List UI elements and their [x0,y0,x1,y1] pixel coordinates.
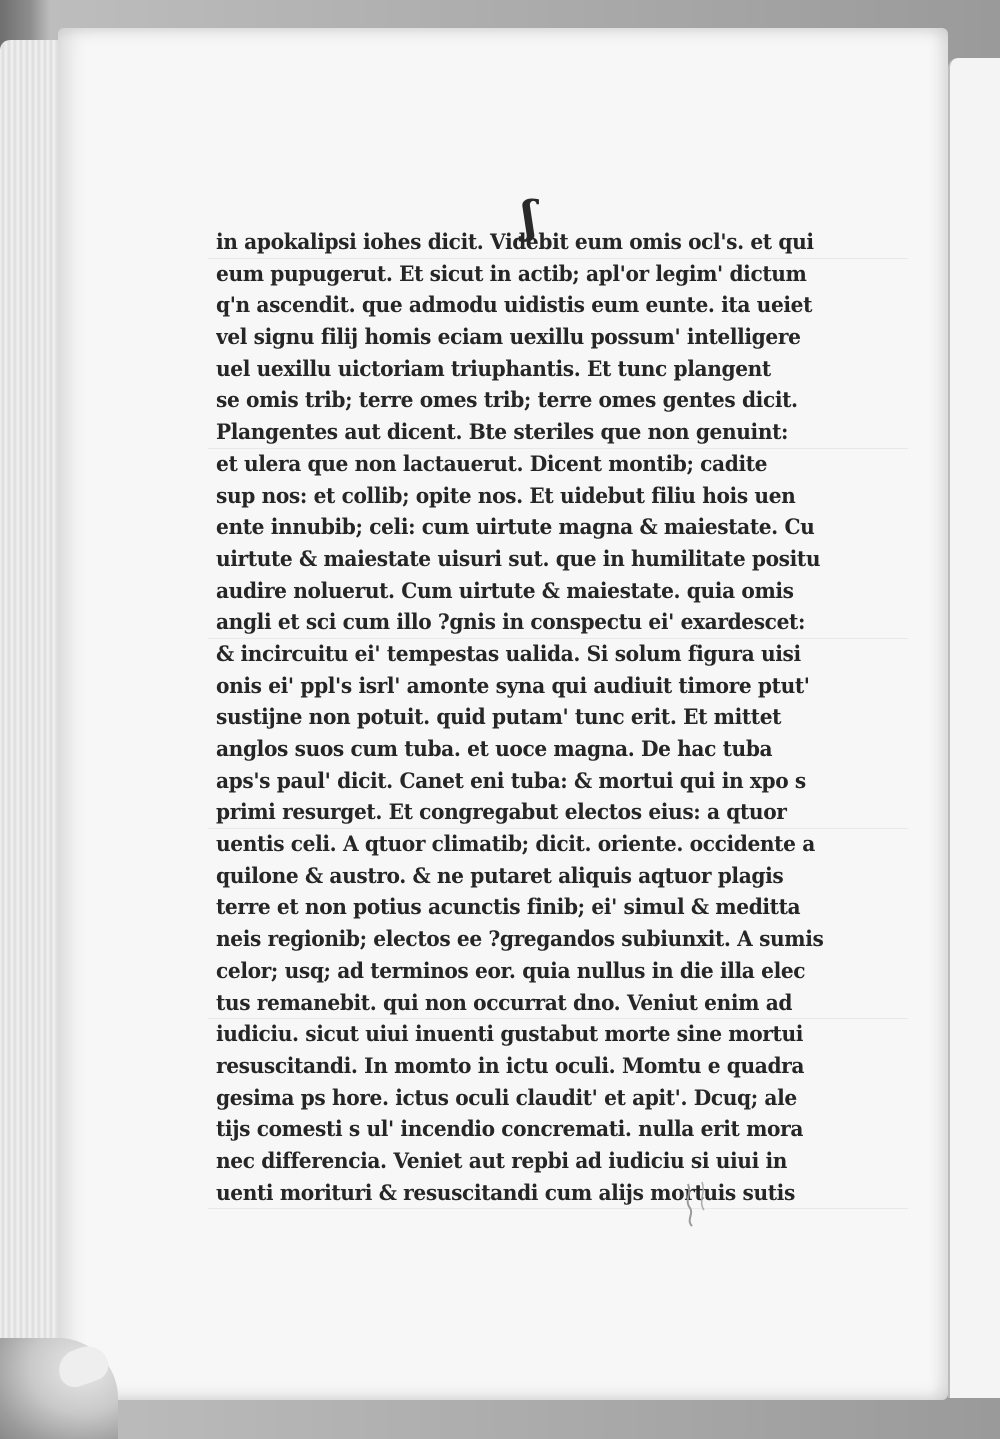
ascender-flourish: ʃ [522,192,537,243]
manuscript-line: in apokalipsi iohes dicit. Videbit eum omis ocl's. et qui [216,229,814,254]
manuscript-line: primi resurget. Et congregabut electos eius: a qtuor [216,799,787,825]
manuscript-line: sustijne non potuit. quid putam' tunc erit. Et mittet [216,704,782,730]
manuscript-line: & incircuitu ei' tempestas ualida. Si solum figura uisi [216,640,801,666]
manuscript-line: sup nos: et collib; opite nos. Et uidebut filiu hois uen [216,482,796,508]
manuscript-line: ente innubib; celi: cum uirtute magna & maiestate. Cu [216,514,815,540]
manuscript-line: et ulera que non lactauerut. Dicent montib; cadite [216,450,768,476]
manuscript-line: uirtute & maiestate uisuri sut. que in humilitate positu [216,545,821,571]
manuscript-line: aps's paul' dicit. Canet eni tuba: & mortui qui in xpo s [216,767,806,793]
manuscript-line: eum pupugerut. Et sicut in actib; apl'or legim' dictum [216,260,807,286]
manuscript-line: onis ei' ppl's isrl' amonte syna qui audiuit timore ptut' [216,672,810,698]
manuscript-line: nec differencia. Veniet aut repbi ad iudiciu si uiui in [216,1147,788,1173]
manuscript-line: tus remanebit. qui non occurrat dno. Veniut enim ad [216,989,793,1015]
manuscript-line: Plangentes aut dicent. Bte steriles que non genuint: [216,419,789,445]
manuscript-line: uenti morituri & resuscitandi cum alijs mortuis sutis [216,1179,795,1205]
manuscript-line: tijs comesti s ul' incendio concremati. nulla erit mora [216,1116,804,1142]
manuscript-line: q'n ascendit. que admodu uidistis eum eunte. ita ueiet [216,292,813,318]
manuscript-line: iudiciu. sicut uiui inuenti gustabut morte sine mortui [216,1021,803,1047]
manuscript-line: uel uexillu uictoriam triuphantis. Et tunc plangent [216,355,771,381]
manuscript-line: audire noluerut. Cum uirtute & maiestate. quia omis [216,577,794,603]
descender-flourish [680,1180,720,1228]
manuscript-line: angli et sci cum illo ?gnis in conspectu ei' exardescet: [216,609,806,635]
manuscript-line: uentis celi. A qtuor climatib; dicit. oriente. occidente a [216,831,815,857]
manuscript-line: quilone & austro. & ne putaret aliquis aqtuor plagis [216,862,784,888]
manuscript-text-block [216,226,916,1208]
manuscript-line: resuscitandi. In momto in ictu oculi. Momtu e quadra [216,1052,805,1078]
manuscript-line: se omis trib; terre omes trib; terre omes gentes dicit. [216,387,798,413]
facing-page-edge [948,58,1000,1398]
manuscript-line: celor; usq; ad terminos eor. quia nullus in die illa elec [216,957,806,983]
manuscript-line: anglos suos cum tuba. et uoce magna. De hac tuba [216,736,773,761]
manuscript-line: terre et non potius acunctis finib; ei' simul & meditta [216,894,801,920]
manuscript-line: vel signu filij homis eciam uexillu possum' intelligere [216,324,801,350]
manuscript-line: gesima ps hore. ictus oculi claudit' et apit'. Dcuq; ale [216,1084,797,1110]
manuscript-line: neis regionib; electos ee ?gregandos subiunxit. A sumis [216,926,824,952]
